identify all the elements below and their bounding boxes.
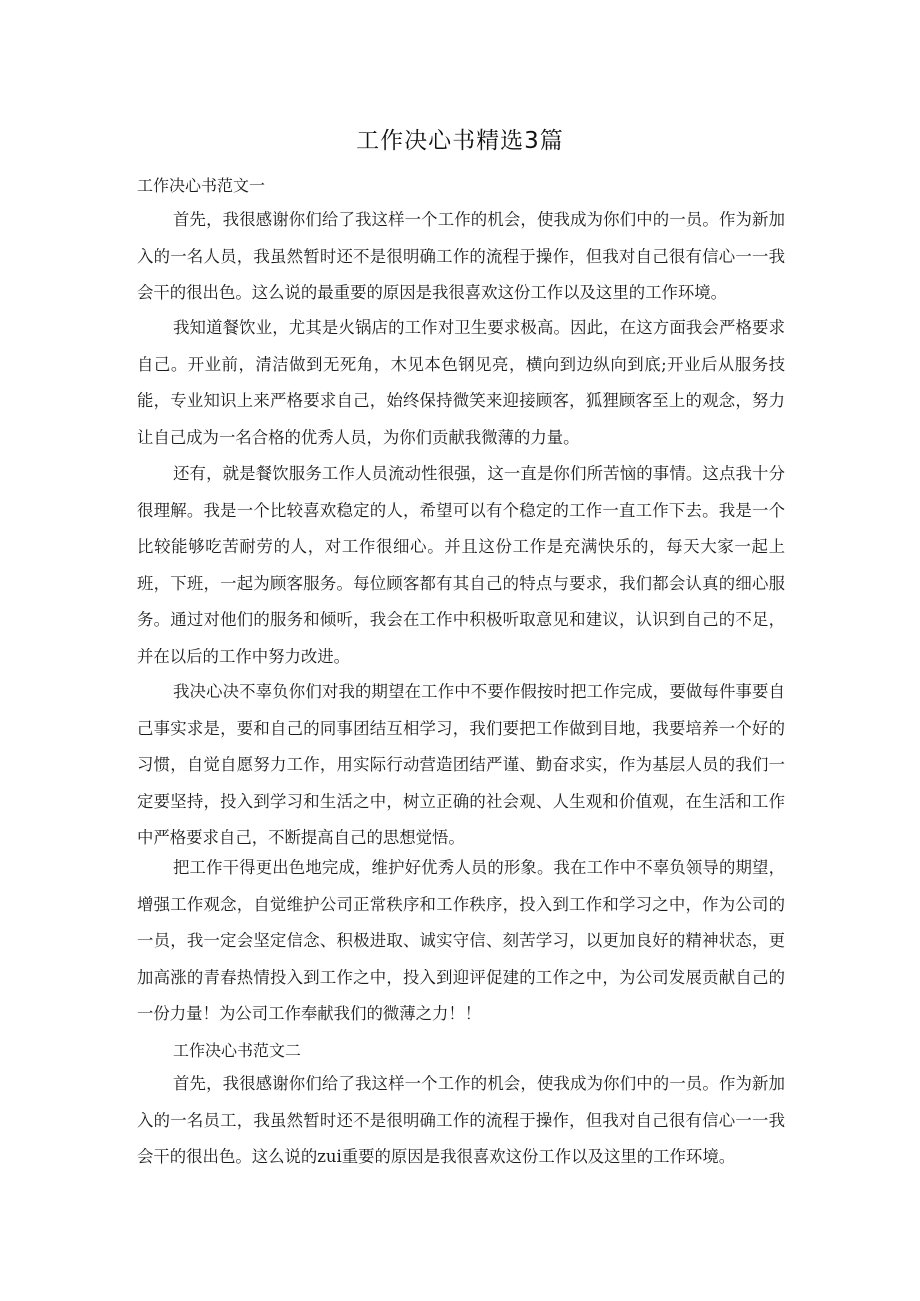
document-title: 工作决心书精选3篇 [356, 128, 564, 154]
paragraph: 我决心决不辜负你们对我的期望在工作中不要作假按时把工作完成，要做每件事要自己事实求是，要和自己的同事团结互相学习，我们要把工作做到目地，我要培养一个好的习惯，自觉自愿努力工作，用实际行动营造团结严谨、勤奋求实，作为基层人员的我们一定要坚持，投入到学习和生活之中，树立正确的社会观、人生观和价值观，在生活和工作中严格要求自己，不断提高自己的思想觉悟。 [137, 682, 785, 847]
section-heading: 工作决心书范文二 [173, 1041, 302, 1060]
paragraph: 首先，我很感谢你们给了我这样一个工作的机会，使我成为你们中的一员。作为新加入的一名员工，我虽然暂时还不是很明确工作的流程于操作，但我对自己很有信心一一我会干的很出色。这么说的zui重要的原因是我很喜欢这份工作以及这里的工作环境。 [137, 1074, 785, 1166]
section-heading: 工作决心书范文一 [137, 176, 266, 195]
paragraph: 我知道餐饮业，尤其是火锅店的工作对卫生要求极高。因此，在这方面我会严格要求自己。开业前，清洁做到无死角，木见本色钢见亮，横向到边纵向到底;开业后从服务技能，专业知识上来严格要求自己，始终保持微笑来迎接顾客，狐狸顾客至上的观念，努力让自己成为一名合格的优秀人员，为你们贡献我微薄的力量。 [137, 318, 785, 447]
paragraph: 还有，就是餐饮服务工作人员流动性很强，这一直是你们所苦恼的事情。这点我十分很理解。我是一个比较喜欢稳定的人，希望可以有个稳定的工作一直工作下去。我是一个比较能够吃苦耐劳的人，对工作很细心。并且这份工作是充满快乐的，每天大家一起上班，下班，一起为顾客服务。每位顾客都有其自己的特点与要求，我们都会认真的细心服务。通过对他们的服务和倾听，我会在工作中积极听取意见和建议，认识到自己的不足，并在以后的工作中努力改进。 [137, 464, 785, 666]
paragraph: 首先，我很感谢你们给了我这样一个工作的机会，使我成为你们中的一员。作为新加入的一名人员，我虽然暂时还不是很明确工作的流程于操作，但我对自己很有信心一一我会干的很出色。这么说的最重要的原因是我很喜欢这份工作以及这里的工作环境。 [137, 210, 785, 302]
paragraph: 把工作干得更出色地完成，维护好优秀人员的形象。我在工作中不辜负领导的期望，增强工作观念，自觉维护公司正常秩序和工作秩序，投入到工作和学习之中，作为公司的一员，我一定会坚定信念、积极进取、诚实守信、刻苦学习，以更加良好的精神状态，更加高涨的青春热情投入到工作之中，投入到迎评促建的工作之中，为公司发展贡献自己的一份力量！为公司工作奉献我们的微薄之力！！ [137, 858, 785, 1023]
